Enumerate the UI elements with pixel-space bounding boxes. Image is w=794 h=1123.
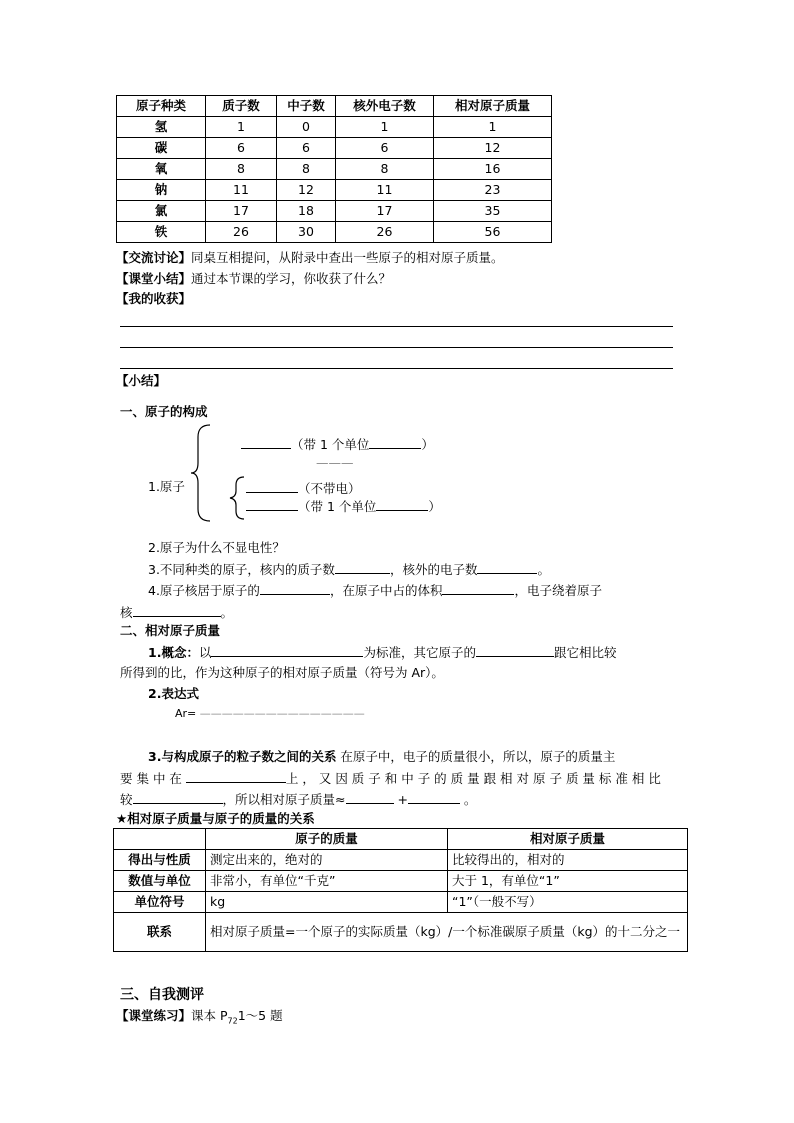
table-header: 核外电子数 — [336, 96, 434, 117]
blank[interactable] — [476, 644, 554, 657]
table-cell: 17 — [336, 201, 434, 222]
table-cell: 8 — [206, 159, 277, 180]
xiaojie-heading: 【小结】 — [116, 373, 167, 388]
text: 课本 P — [191, 1008, 228, 1023]
section1-title: 一、原子的构成 — [120, 404, 208, 419]
table-row — [117, 138, 552, 159]
table-cell: 56 — [434, 222, 552, 243]
table-cell: 1 — [336, 117, 434, 138]
star-heading: ★相对原子质量与原子的质量的关系 — [116, 811, 315, 826]
table-cell: 11 — [206, 180, 277, 201]
concept-line — [148, 644, 617, 661]
text: ） — [421, 437, 434, 452]
table-cell: 铁 — [117, 222, 206, 243]
row-label: 联系 — [114, 913, 206, 952]
blank[interactable] — [246, 480, 298, 493]
section3-title: 三、自我测评 — [120, 987, 204, 1003]
table-cell: “1”（一般不写） — [448, 892, 688, 913]
practice-line — [116, 1008, 283, 1030]
fraction-line: ——————————————— — [199, 707, 365, 720]
table-cell: 测定出来的，绝对的 — [206, 850, 448, 871]
summary-question — [116, 271, 391, 287]
answer-line[interactable] — [120, 368, 673, 369]
summary-text: 通过本节课的学习，你收获了什么？ — [191, 271, 392, 286]
table-cell: 氧 — [117, 159, 206, 180]
table-row — [117, 117, 552, 138]
blank[interactable] — [376, 498, 428, 511]
table-row — [114, 892, 688, 913]
table-cell: 比较得出的，相对的 — [448, 850, 688, 871]
atom-label: 1.原子 — [148, 479, 185, 494]
text: 为标准，其它原子的 — [363, 645, 476, 660]
table-cell: 8 — [336, 159, 434, 180]
question-4-cont — [120, 604, 233, 621]
answer-line[interactable] — [120, 347, 673, 348]
blank[interactable] — [133, 791, 223, 804]
table-header: 原子种类 — [117, 96, 206, 117]
table-header — [114, 829, 206, 850]
table-cell: 12 — [277, 180, 336, 201]
table-row — [117, 180, 552, 201]
text: 。 — [220, 605, 234, 620]
question-4 — [148, 582, 602, 599]
table-cell: 17 — [206, 201, 277, 222]
text: （带 1 个单位 — [298, 499, 377, 514]
harvest-label: 【我的收获】 — [116, 291, 192, 306]
text: + — [393, 792, 408, 807]
text: 4.原子核居于原子的 — [148, 583, 260, 598]
table-row — [114, 913, 688, 952]
table-header: 中子数 — [277, 96, 336, 117]
blank[interactable] — [477, 561, 537, 574]
table-cell: 氢 — [117, 117, 206, 138]
blank[interactable] — [442, 582, 514, 595]
text: 要 集 中 在 — [120, 771, 182, 786]
table-cell: 26 — [206, 222, 277, 243]
blank[interactable] — [346, 791, 394, 804]
table-cell: 大于 1，有单位“1” — [448, 871, 688, 892]
table-cell: 26 — [336, 222, 434, 243]
text: 核 — [120, 605, 133, 620]
atom-part-line-1 — [241, 436, 434, 453]
table-cell: 11 — [336, 180, 434, 201]
table-header: 原子的质量 — [206, 829, 448, 850]
question-3 — [148, 561, 550, 578]
table-cell: 8 — [277, 159, 336, 180]
concept-line-2: 所得到的比，作为这种原子的相对原子质量（符号为 Ar）。 — [120, 665, 444, 680]
blank[interactable] — [335, 561, 390, 574]
table-header-row — [114, 829, 688, 850]
page-subscript: 72 — [227, 1016, 238, 1026]
blank[interactable] — [241, 436, 291, 449]
table-row — [117, 159, 552, 180]
text: ，核外的电子数 — [389, 562, 478, 577]
concept-label: 1.概念： — [148, 645, 199, 660]
table-cell: 氯 — [117, 201, 206, 222]
practice-label: 【课堂练习】 — [116, 1008, 192, 1023]
text: 在原子中，电子的质量很小，所以，原子的质量主 — [336, 749, 616, 764]
section2-title: 二、相对原子质量 — [120, 623, 221, 638]
blank[interactable] — [186, 770, 286, 783]
ar-formula — [175, 706, 365, 722]
table-cell: 1 — [206, 117, 277, 138]
table-header: 相对原子质量 — [434, 96, 552, 117]
table-cell: 1 — [434, 117, 552, 138]
summary-label: 【课堂小结】 — [116, 271, 192, 286]
text: 3.不同种类的原子，核内的质子数 — [148, 562, 335, 577]
text: Ar= — [175, 707, 197, 720]
question-2: 2.原子为什么不显电性？ — [148, 540, 285, 555]
text: 。 — [459, 792, 477, 807]
text: ，在原子中占的体积 — [329, 583, 443, 598]
answer-line[interactable] — [120, 326, 673, 327]
text: （不带电） — [298, 481, 361, 496]
text: ，所以相对原子质量≈ — [222, 792, 346, 807]
blank[interactable] — [260, 582, 330, 595]
atom-part-line-3 — [246, 498, 441, 515]
relation-line — [148, 749, 615, 765]
table-cell: 6 — [206, 138, 277, 159]
text: 上 ， 又 因 质 子 和 中 子 的 质 量 跟 相 对 原 子 质 量 标 准 相 比 — [285, 771, 661, 786]
text: 。 — [537, 562, 550, 577]
blank[interactable] — [246, 498, 298, 511]
discussion-text: 同桌互相提问，从附录中查出一些原子的相对原子质量。 — [191, 250, 504, 265]
table-header: 质子数 — [206, 96, 277, 117]
table-header-row — [117, 96, 552, 117]
text: 跟它相比较 — [553, 645, 617, 660]
row-label: 数值与单位 — [114, 871, 206, 892]
text: ，电子绕着原子 — [514, 583, 602, 598]
dash-mark: ——— — [316, 455, 354, 470]
expression-label: 2.表达式 — [148, 686, 199, 701]
table-row — [117, 201, 552, 222]
table-row — [114, 850, 688, 871]
row-label: 单位符号 — [114, 892, 206, 913]
table-cell: 16 — [434, 159, 552, 180]
table-row — [117, 222, 552, 243]
relation-line-3 — [120, 791, 476, 808]
discussion-line — [116, 250, 504, 266]
table-cell: 23 — [434, 180, 552, 201]
table-cell: kg — [206, 892, 448, 913]
blank[interactable] — [133, 604, 221, 617]
atom-part-line-2 — [246, 480, 361, 497]
blank[interactable] — [369, 436, 421, 449]
table-cell: 钠 — [117, 180, 206, 201]
text: 较 — [120, 792, 133, 807]
blank[interactable] — [211, 644, 363, 657]
text: ） — [428, 499, 441, 514]
table-header: 相对原子质量 — [448, 829, 688, 850]
table-cell: 18 — [277, 201, 336, 222]
table-cell: 30 — [277, 222, 336, 243]
table-cell: 35 — [434, 201, 552, 222]
table-cell: 0 — [277, 117, 336, 138]
relation-line-2 — [120, 770, 661, 787]
table-cell: 6 — [277, 138, 336, 159]
row-label: 得出与性质 — [114, 850, 206, 871]
text: 1～5 题 — [237, 1008, 283, 1023]
table-cell: 6 — [336, 138, 434, 159]
discussion-label: 【交流讨论】 — [116, 250, 192, 265]
blank[interactable] — [408, 791, 460, 804]
mass-relation-table — [113, 828, 688, 952]
text: （带 1 个单位 — [291, 437, 370, 452]
atom-data-table — [116, 95, 552, 243]
table-cell: 非常小，有单位“千克” — [206, 871, 448, 892]
table-row — [114, 871, 688, 892]
table-cell: 碳 — [117, 138, 206, 159]
table-cell: 12 — [434, 138, 552, 159]
relation-label: 3.与构成原子的粒子数之间的关系 — [148, 749, 337, 764]
table-cell: 相对原子质量=一个原子的实际质量（kg）/一个标准碳原子质量（kg）的十二分之一 — [206, 913, 688, 952]
text: 以 — [198, 645, 212, 660]
